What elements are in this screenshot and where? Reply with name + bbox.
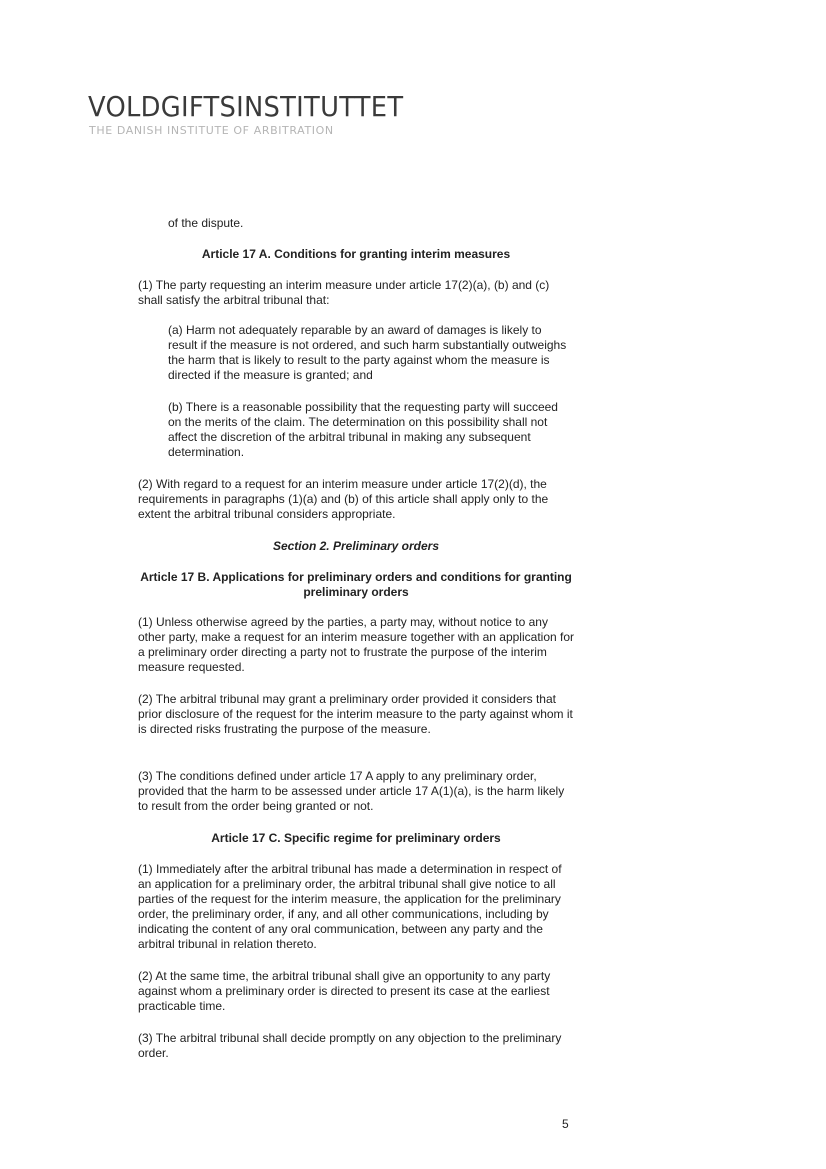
article-17c-paragraph-1: (1) Immediately after the arbitral tribunal has made a determination in respect of an application for a preliminary order, the arbitral tribunal shall give notice to all parties of the request for the interim measure, the application for the preliminary order, the preliminary order, if any, and all other communications, including by indicating the content of any oral communication, between any party and the arbitral tribunal in relation thereto. bbox=[138, 862, 562, 951]
intro-fragment: of the dispute. bbox=[168, 216, 244, 230]
article-17c-heading: Article 17 C. Specific regime for preliminary orders bbox=[211, 831, 501, 845]
article-17b-paragraph-1: (1) Unless otherwise agreed by the parties, a party may, without notice to any other party, make a request for an interim measure together with an application for a preliminary order directing a party not to frustrate the purpose of the interim measure requested. bbox=[138, 615, 575, 674]
article-17b-paragraph-2: (2) The arbitral tribunal may grant a preliminary order provided it considers that prior disclosure of the request for the interim measure to the party against whom it is directed risks frustrating the purpose of the measure. bbox=[138, 692, 573, 736]
article-17a-heading: Article 17 A. Conditions for granting interim measures bbox=[201, 247, 511, 261]
logo-main: VOLDGIFTSINSTITUTTET bbox=[88, 90, 404, 123]
article-17a-paragraph-1a: (a) Harm not adequately reparable by an award of damages is likely to result if the measure is not ordered, and such harm substantially outweighs the harm that is likely to result to the party against whom the measure is directed if the measure is granted; and bbox=[168, 323, 567, 382]
page-number: 5 bbox=[562, 1117, 569, 1131]
article-17c-paragraph-3: (3) The arbitral tribunal shall decide promptly on any objection to the preliminary order. bbox=[138, 1031, 562, 1060]
article-17b-paragraph-3: (3) The conditions defined under article 17 A apply to any preliminary order, provided that the harm to be assessed under article 17 A(1)(a), is the harm likely to result from the order being granted or not. bbox=[138, 769, 565, 813]
article-17a-paragraph-1b: (b) There is a reasonable possibility that the requesting party will succeed on the merits of the claim. The determination on this possibility shall not affect the discretion of the arbitral tribunal in making any subsequent determination. bbox=[168, 400, 558, 459]
article-17b-heading: Article 17 B. Applications for preliminary orders and conditions for granting preliminary orders bbox=[140, 570, 572, 599]
logo-subtitle: THE DANISH INSTITUTE OF ARBITRATION bbox=[89, 124, 334, 137]
section-2-heading: Section 2. Preliminary orders bbox=[272, 539, 440, 553]
article-17c-paragraph-2: (2) At the same time, the arbitral tribunal shall give an opportunity to any party against whom a preliminary order is directed to present its case at the earliest practicable time. bbox=[138, 969, 551, 1013]
article-17a-paragraph-2: (2) With regard to a request for an interim measure under article 17(2)(d), the requirements in paragraphs (1)(a) and (b) of this article shall apply only to the extent the arbitral tribunal considers appropriate. bbox=[138, 477, 549, 521]
article-17a-paragraph-1: (1) The party requesting an interim measure under article 17(2)(a), (b) and (c) shall satisfy the arbitral tribunal that: bbox=[138, 278, 550, 307]
